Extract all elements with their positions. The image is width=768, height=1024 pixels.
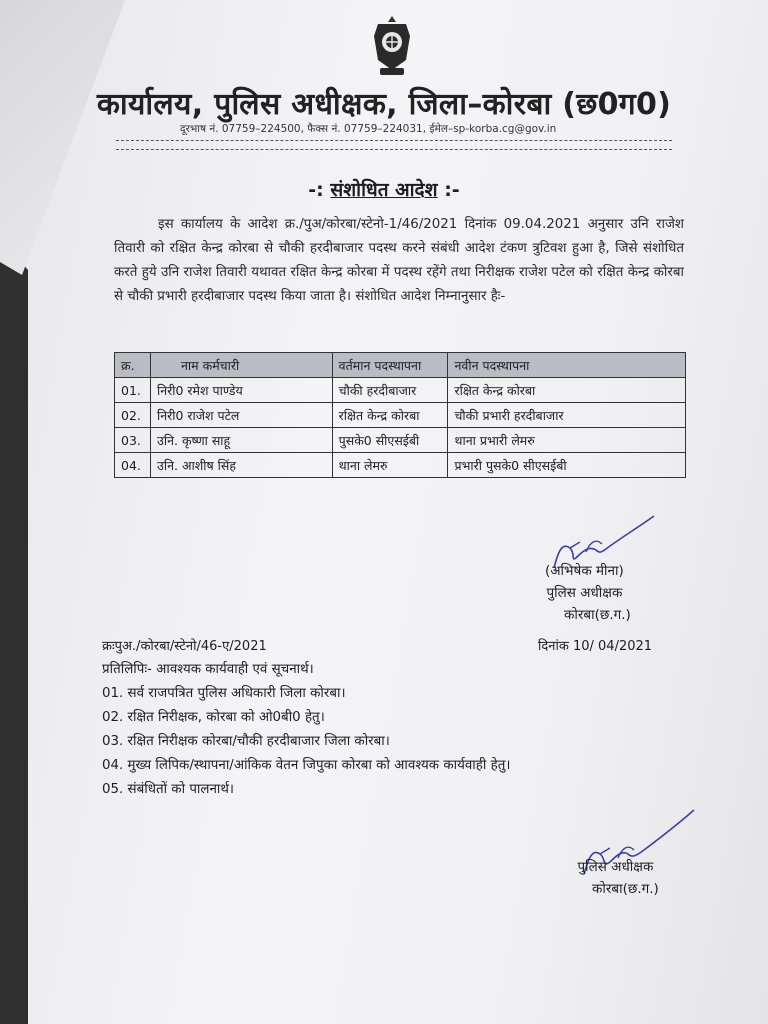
cell-name: निरी0 राजेश पटेल — [150, 403, 332, 428]
col-current-posting: वर्तमान पदस्थापना — [332, 353, 448, 378]
cell-new: चौकी प्रभारी हरदीबाजार — [448, 403, 686, 428]
signatory-place: कोरबा(छ.ग.) — [564, 607, 631, 623]
col-serial: क्र. — [115, 353, 151, 378]
signature-block-bottom — [572, 856, 659, 900]
cell-name: उनि. कृष्णा साहू — [150, 428, 332, 453]
cell-current: थाना लेमरु — [332, 453, 448, 478]
cell-name: निरी0 रमेश पाण्डेय — [150, 378, 332, 403]
signature-block-top — [538, 560, 631, 626]
order-heading — [0, 176, 768, 202]
col-name: नाम कर्मचारी — [150, 353, 332, 378]
cell-new: प्रभारी पुसके0 सीएसईबी — [448, 453, 686, 478]
office-title: कार्यालय, पुलिस अधीक्षक, जिला–कोरबा (छ0ग0) — [96, 87, 672, 122]
table-header-row — [115, 353, 686, 378]
table-row — [115, 378, 686, 403]
cell-current: रक्षित केन्द्र कोरबा — [332, 403, 448, 428]
cell-serial: 03. — [115, 428, 151, 453]
background-left — [0, 250, 30, 1024]
signatory-name: (अभिषेक मीना) — [544, 563, 624, 579]
header-divider — [116, 140, 672, 150]
cell-new: रक्षित केन्द्र कोरबा — [448, 378, 686, 403]
reference-number: क्रःपुअ./कोरबा/स्टेनो/46-ए/2021 — [102, 639, 267, 654]
cell-serial: 02. — [115, 403, 151, 428]
police-emblem-icon — [370, 14, 414, 78]
cell-current: चौकी हरदीबाजार — [332, 378, 448, 403]
cell-serial: 01. — [115, 378, 151, 403]
table-row — [115, 403, 686, 428]
order-body: इस कार्यालय के आदेश क्र./पुअ/कोरबा/स्टेनो-1/46/2021 दिनांक 09.04.2021 अनुसार उनि राजेश तिवारी को रक्षित केन्द्र कोरबा से चौकी हरदीबाजार पदस्थ करने संबंधी आदेश टंकण त्रुटिवश हुआ है, जिसे संशोधित करते हुये उनि राजेश तिवारी यथावत रक्षित केन्द्र कोरबा में पदस्थ रहेंगे तथा निरीक्षक राजेश पटेल को रक्षित केन्द्र कोरबा से चौकी प्रभारी हरदीबाजार पदस्थ किया जाता है। संशोधित आदेश निम्नानुसार हैः- — [114, 217, 684, 304]
table-row — [115, 428, 686, 453]
posting-table — [114, 352, 686, 478]
list-item: 01. सर्व राजपत्रित पुलिस अधिकारी जिला कोरबा। — [102, 686, 346, 701]
cell-new: थाना प्रभारी लेमरु — [448, 428, 686, 453]
cell-current: पुसके0 सीएसईबी — [332, 428, 448, 453]
cell-serial: 04. — [115, 453, 151, 478]
col-new-posting: नवीन पदस्थापना — [448, 353, 686, 378]
contact-line: दूरभाष नं. 07759–224500, फैक्स नं. 07759–224031, ईमेल–sp-korba.cg@gov.in — [180, 123, 557, 135]
reference-date: दिनांक 10/ 04/2021 — [538, 639, 653, 654]
list-item: 02. रक्षित निरीक्षक, कोरबा को ओ0बी0 हेतु। — [102, 710, 325, 725]
heading-suffix: :- — [437, 179, 460, 201]
signatory-place: कोरबा(छ.ग.) — [592, 881, 659, 897]
list-item: 03. रक्षित निरीक्षक कोरबा/चौकी हरदीबाजार जिला कोरबा। — [102, 734, 390, 749]
heading-text: संशोधित आदेश — [330, 179, 438, 201]
list-item: 04. मुख्य लिपिक/स्थापना/आंकिक वेतन जिपुका कोरबा को आवश्यक कार्यवाही हेतु। — [102, 758, 511, 773]
list-item: 05. संबंधितों को पालनार्थ। — [102, 782, 235, 797]
copy-list — [102, 658, 510, 802]
cell-name: उनि. आशीष सिंह — [150, 453, 332, 478]
signatory-designation: पुलिस अधीक्षक — [546, 585, 623, 601]
heading-prefix: -: — [308, 179, 331, 201]
signatory-designation: पुलिस अधीक्षक — [577, 859, 654, 875]
table-row — [115, 453, 686, 478]
copy-title: प्रतिलिपिः- आवश्यक कार्यवाही एवं सूचनार्थ। — [102, 662, 314, 677]
